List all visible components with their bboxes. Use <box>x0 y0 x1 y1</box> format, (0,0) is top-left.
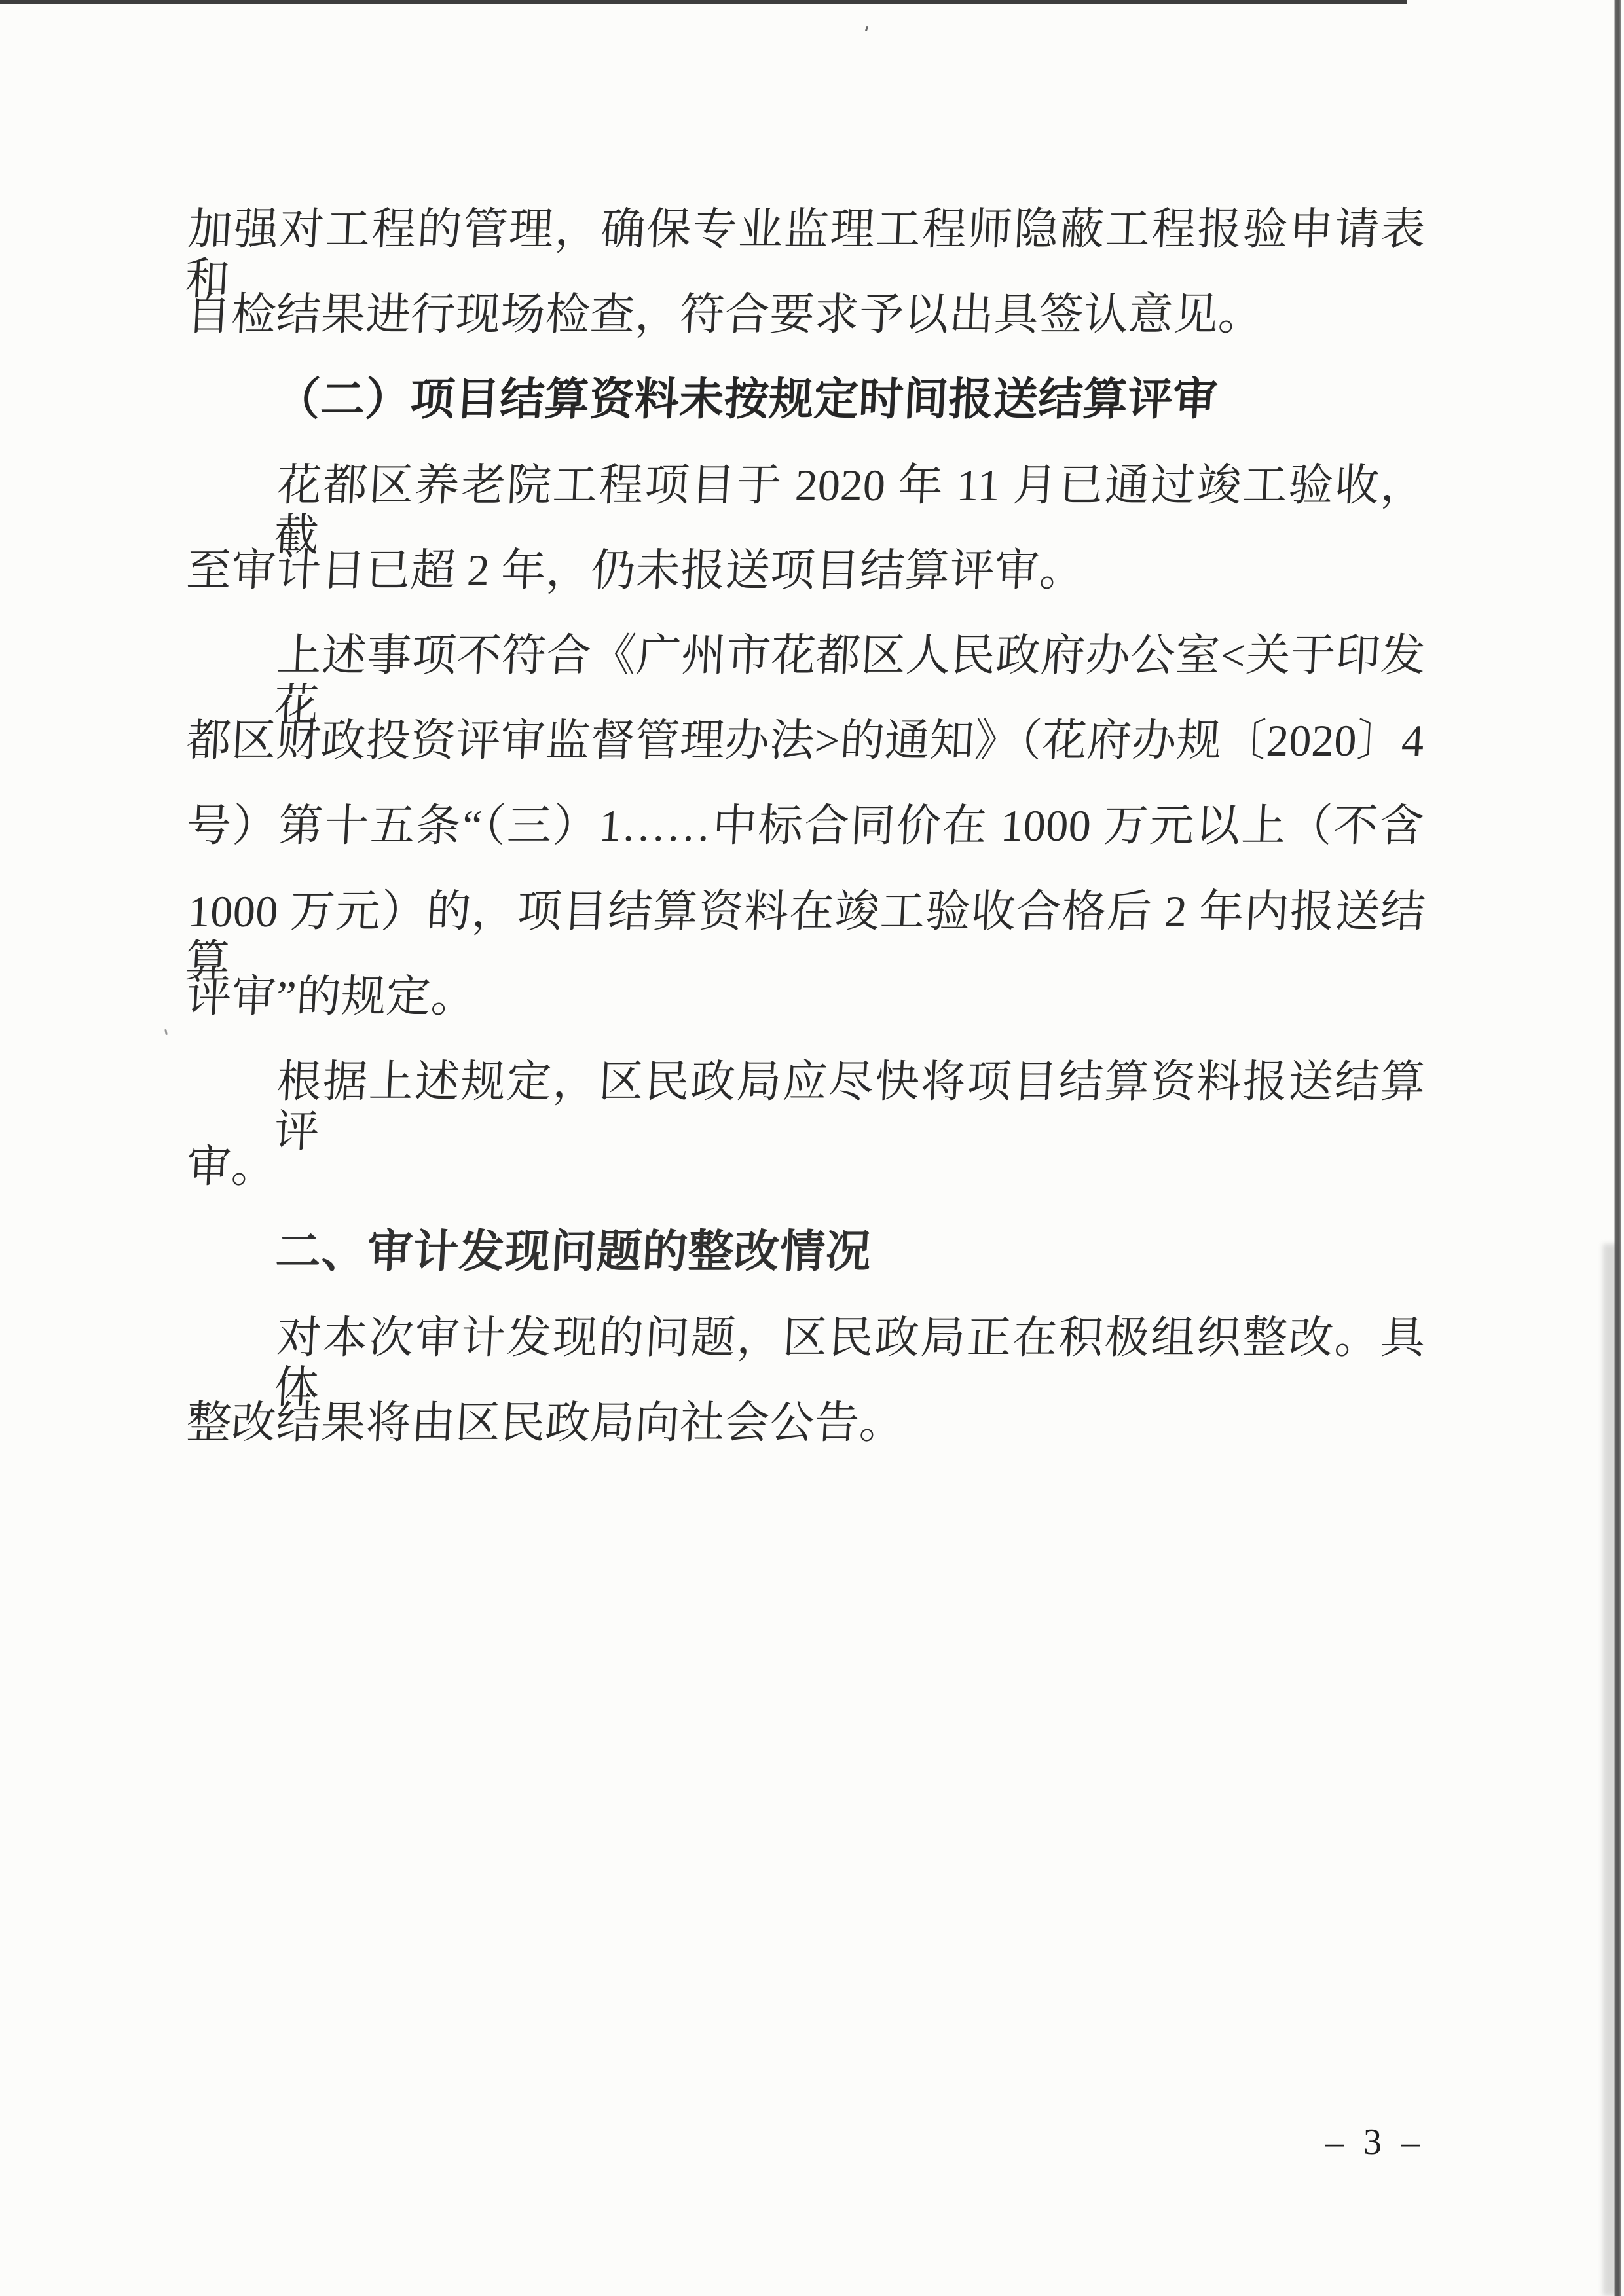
text-line: 上述事项不符合《广州市花都区人民政府办公室<关于印发花 <box>273 630 1427 730</box>
text-line: 根据上述规定，区民政局应尽快将项目结算资料报送结算评 <box>273 1057 1427 1156</box>
text-line: 1000 万元）的，项目结算资料在竣工验收合格后 2 年内报送结算 <box>184 886 1427 986</box>
text-line: 至审计日已超 2 年，仍未报送项目结算评审。 <box>185 545 1086 595</box>
text-line: 自检结果进行现场检查，符合要求予以出具签认意见。 <box>185 289 1265 339</box>
text-line: 都区财政投资评审监督管理办法>的通知》（花府办规〔2020〕4 <box>185 716 1426 765</box>
page-number: – 3 – <box>1325 2122 1420 2162</box>
text-line: 号）第十五条“（三）1……中标合同价在 1000 万元以上（不含 <box>185 801 1426 850</box>
text-line: （二）项目结算资料未按规定时间报送结算评审 <box>274 374 1219 424</box>
text-line: 加强对工程的管理，确保专业监理工程师隐蔽工程报验申请表和 <box>184 204 1427 304</box>
text-line: 对本次审计发现的问题，区民政局正在积极组织整改。具体 <box>273 1313 1427 1412</box>
text-line: 评审”的规定。 <box>185 972 477 1021</box>
text-line: 整改结果将由区民政局向社会公告。 <box>185 1398 906 1448</box>
text-line: 花都区养老院工程项目于 2020 年 11 月已通过竣工验收，截 <box>273 460 1427 560</box>
text-line: 审。 <box>185 1142 278 1192</box>
text-line: 二、审计发现问题的整改情况 <box>274 1226 874 1277</box>
